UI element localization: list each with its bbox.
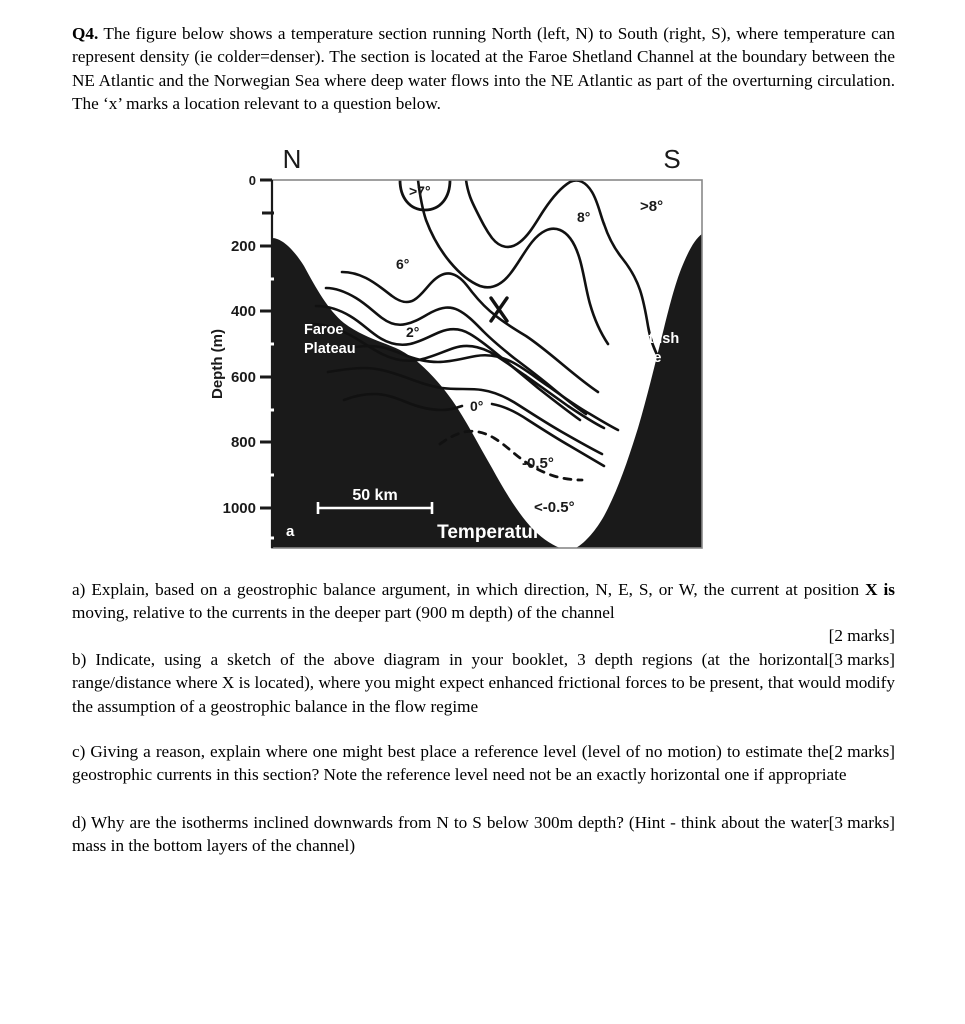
faroe-plateau-label-line1: Faroe <box>303 321 343 338</box>
part-c-body: c) Giving a reason, explain where one might best place a reference level (level of no motion) to estimate the geostrophic currents in this section? Note the reference level need not be an exactly horizontal one if appropriate <box>72 742 847 785</box>
question-part-a-text <box>72 578 895 625</box>
temperature-section-svg <box>204 138 764 558</box>
question-part-c <box>72 740 895 787</box>
contour-label-6-deg: 6° <box>395 255 409 272</box>
question-part-d-text <box>72 811 895 858</box>
question-part-d <box>72 811 895 858</box>
ytick-0: 0 <box>248 172 256 188</box>
ytick-600: 600 <box>230 368 256 386</box>
figure-container <box>72 138 895 558</box>
question-part-a <box>72 578 895 648</box>
question-intro <box>72 22 895 116</box>
temperature-section-figure <box>204 138 764 558</box>
question-number: Q4. <box>72 24 99 43</box>
direction-label-south: S <box>662 143 681 174</box>
part-d-marks: [3 marks] <box>828 812 895 832</box>
ytick-800: 800 <box>230 433 256 451</box>
part-d-body: d) Why are the isotherms inclined downwards from N to S below 300m depth? (Hint - think about the water mass in the bottom layers of the channel) <box>72 812 829 856</box>
part-a-text-1: a) Explain, based on a geostrophic balance argument, in which direction, N, E, S, or W, the current at position <box>72 579 866 599</box>
direction-label-north: N <box>282 143 301 174</box>
scottish-slope-label-line1: Scottish <box>621 330 679 347</box>
scottish-slope-label-line2: Slope <box>621 349 661 366</box>
y-axis-tick-labels <box>222 173 255 517</box>
scale-bar-label: 50 km <box>351 486 398 504</box>
panel-label: a <box>285 522 294 540</box>
part-a-marks: [2 marks] <box>828 626 895 646</box>
ytick-1000: 1000 <box>222 499 256 517</box>
contour-label-0-deg: 0° <box>469 397 483 414</box>
part-b-marks: [3 marks] <box>828 649 895 669</box>
ytick-400: 400 <box>230 302 256 320</box>
contour-label-gt-8-deg: >8° <box>639 197 663 215</box>
contour-label-minus-0-5-deg: -0.5° <box>521 454 554 472</box>
part-c-marks: [2 marks] <box>828 742 895 762</box>
ytick-200: 200 <box>230 237 256 255</box>
contour-label-8-deg: 8° <box>576 208 590 225</box>
faroe-plateau-label-line2: Plateau <box>303 340 356 357</box>
question-part-b-text <box>72 648 895 718</box>
part-a-bold: X is <box>865 579 895 599</box>
figure-title: Temperature <box>436 521 551 543</box>
part-a-text-2: moving, relative to the currents in the deeper part (900 m depth) of the channel <box>72 603 615 623</box>
part-b-body: b) Indicate, using a sketch of the above diagram in your booklet, 3 depth regions (at the horizontal range/distance where X is located), where you might expect enhanced frictional forces to be present, that would modify the assumption of a geostrophic balance in the flow regime <box>72 649 895 716</box>
contour-label-gt-7-deg: >7° <box>408 182 431 199</box>
contour-label-2-deg: 2° <box>405 323 419 340</box>
question-part-c-text <box>72 740 895 787</box>
question-part-b <box>72 648 895 718</box>
contour-label-lt-minus-0-5-deg: <-0.5° <box>533 498 575 516</box>
y-axis-title: Depth (m) <box>208 328 226 399</box>
question-intro-text: The figure below shows a temperature section running North (left, N) to South (right, S), where temperature can represent density (ie colder=denser). The section is located at the Faroe Shetland Channel at the boundary between the NE Atlantic and the Norwegian Sea where deep water flows into the NE Atlantic as part of the overturning circulation. The ‘x’ marks a location relevant to a question below. <box>72 24 895 114</box>
